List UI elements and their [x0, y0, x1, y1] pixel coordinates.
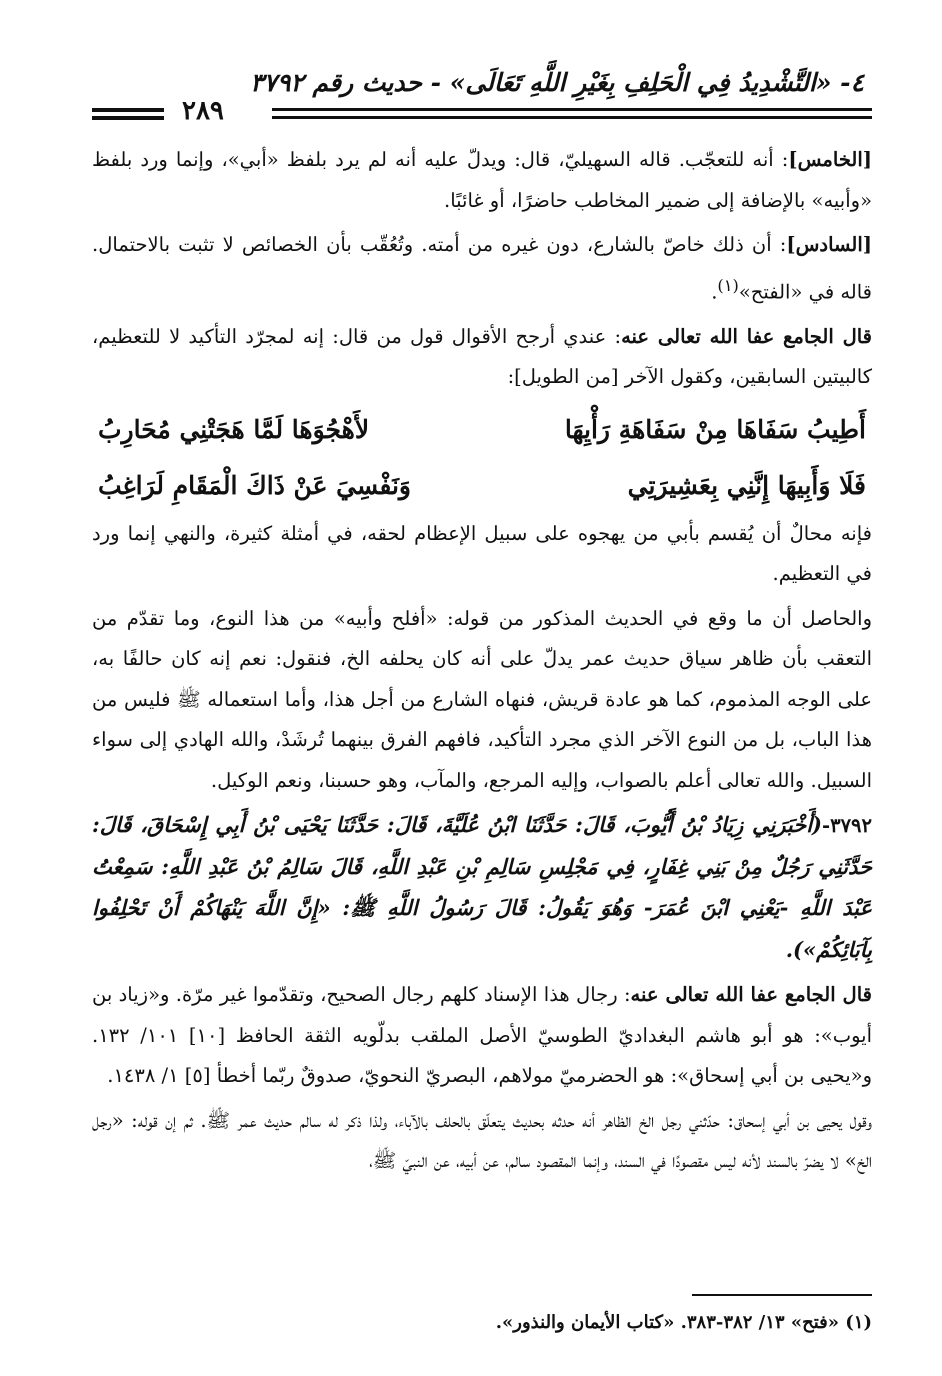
- header-rule: [92, 116, 164, 120]
- paragraph-text: : عندي أرجح الأقوال قول من قال: إنه لمجرّد التأكيد لا للتعظيم، كالبيتين السابقين، وكقول الآخر [من الطويل]:: [92, 324, 872, 388]
- paragraph-text: : رجال هذا الإسناد كلهم رجال الصحيح، وتقدّموا غير مرّة. و«زياد بن أيوب»: هو أبو هاشم البغداديّ الطوسيّ الأصل الملقب بدلّويه الثقة الحافظ [١٠] ١٠١/ ١٣٢. و«يحيى بن أبي إسحاق»: هو الحضرميّ مولاهم، البصريّ النحويّ، صدوقٌ ربّما أخطأ [٥] ١/ ١٤٣٨.: [92, 983, 872, 1087]
- compiler-lead: قال الجامع عفا الله تعالى عنه: [621, 324, 873, 348]
- footnote-separator: [692, 1294, 872, 1296]
- hadith-text: (أَخْبَرَنِي زِيَادُ بْنُ أَيُّوبَ، قَالَ: حَدَّثَنَا ابْنُ عُلَيَّةَ، قَالَ: حَدَّثَنَا يَحْيَى بْنُ أَبِي إِسْحَاقَ، قَالَ: حَدَّثَنِي رَجُلٌ مِنْ بَنِي غِفَارٍ، فِي مَجْلِسِ سَالِمِ بْنِ عَبْدِ اللَّهِ، قَالَ سَالِمُ بْنُ عَبْدِ اللَّهِ: سَمِعْتُ عَبْدَ اللَّهِ -يَعْنِي ابْنَ عُمَرَ- وَهُوَ يَقُولُ: قَالَ رَسُولُ اللَّهِ ﷺ: «إِنَّ اللَّهَ يَنْهَاكُمْ أَنْ تَحْلِفُوا بِآبَائِكُمْ»).: [92, 812, 872, 962]
- footnote: (١) «فتح» ١٣/ ٣٨٢-٣٨٣. «كتاب الأيمان والنذور».: [495, 1312, 872, 1333]
- paragraph-text: : أنه للتعجّب. قاله السهيليّ، قال: ويدلّ عليه أنه لم يرد بلفظ «أبي»، وإنما ورد بلفظ «وأبيه» بالإضافة إلى ضمير المخاطب حاضرًا، أو غائبًا.: [92, 148, 872, 212]
- paragraph-text: وقول يحيى بن أبي إسحاق: حدّثني رجل الخ الظاهر أنه حدثه بحديث يتعلّق بالحلف بالآباء، ولذا ذكر له سالم حديث عمر ﷺ. ثم إن قوله: «رجل الخ» لا يضرّ بالسند لأنه ليس مقصودًا في السند، وإنما المقصود سالم، عن أبيه، عن النبيّ ﷺ،: [92, 1108, 872, 1172]
- paragraph-fifth: [92, 140, 872, 221]
- header-rule: [272, 108, 872, 111]
- verse-hemistich: لأَهْجُوَهَا لَمَّا هَجَتْنِي مُحَارِبُ: [98, 414, 370, 444]
- poem-verse: [92, 458, 872, 514]
- paragraph-sixth: [السادس]: أن ذلك خاصّ بالشارع، دون غيره من أمته. وتُعُقّب بأن الخصائص لا تثبت بالاحتمال. قاله في «الفتح»$^{(١)}$.: [92, 233, 872, 303]
- poem-verse: [92, 402, 872, 458]
- footnote-ref: (١): [717, 275, 739, 295]
- page-body: [92, 140, 872, 1186]
- hadith-paragraph: [92, 805, 872, 971]
- paragraph-compiler-note: [92, 317, 872, 398]
- verse-hemistich: أَطِيبُ سَفَاهَا مِنْ سَفَاهَةِ رَأْيِهَا: [564, 414, 866, 444]
- paragraph-compiler-note: [92, 975, 872, 1097]
- page-number: ٢٨٩: [182, 96, 224, 126]
- paragraph-text: : أن ذلك خاصّ بالشارع، دون غيره من أمته. وتُعُقّب بأن الخصائص لا تثبت بالاحتمال. قاله في «الفتح»: [92, 233, 872, 303]
- hadith-number: ٣٧٩٢-: [822, 814, 872, 837]
- paragraph-label: [السادس]: [786, 233, 872, 256]
- paragraph-text: فإنه محالٌ أن يُقسم بأبي من يهجوه على سبيل الإعظام لحقه، في أمثلة كثيرة، والنهي إنما ورد في التعظيم.: [92, 521, 872, 585]
- verse-hemistich: وَنَفْسِيَ عَنْ ذَاكَ الْمَقَامِ لَرَاغِبُ: [98, 470, 412, 500]
- running-title: ٤- «التَّشْدِيدُ فِي الْحَلِفِ بِغَيْرِ اللَّهِ تَعَالَى» - حديث رقم ٣٧٩٢: [250, 68, 864, 97]
- page-header: [92, 60, 872, 126]
- header-rule: [272, 116, 872, 119]
- header-rule: [92, 108, 164, 112]
- paragraph-text: والحاصل أن ما وقع في الحديث المذكور من قوله: «أفلح وأبيه» من هذا النوع، وما تقدّم من التعقب بأن ظاهر سياق حديث عمر يدلّ على أنه كان يحلفه الخ، فنقول: نعم إنه كان حالفًا به، على الوجه المذموم، كما هو عادة قريش، فنهاه الشارع من أجل هذا، وأما استعماله ﷺ فليس من هذا الباب، بل من النوع الآخر الذي مجرد التأكيد، فافهم الفرق بينهما تُرشَدْ، والله الهادي إلى سواء السبيل. والله تعالى أعلم بالصواب، وإليه المرجع، والمآب، وهو حسبنا، ونعم الوكيل.: [92, 606, 872, 792]
- compiler-lead: قال الجامع عفا الله تعالى عنه: [630, 983, 872, 1006]
- paragraph-label: [الخامس]: [788, 148, 872, 171]
- verse-hemistich: فَلَا وَأَبِيهَا إِنَّنِي بِعَشِيرَتِي: [627, 470, 866, 500]
